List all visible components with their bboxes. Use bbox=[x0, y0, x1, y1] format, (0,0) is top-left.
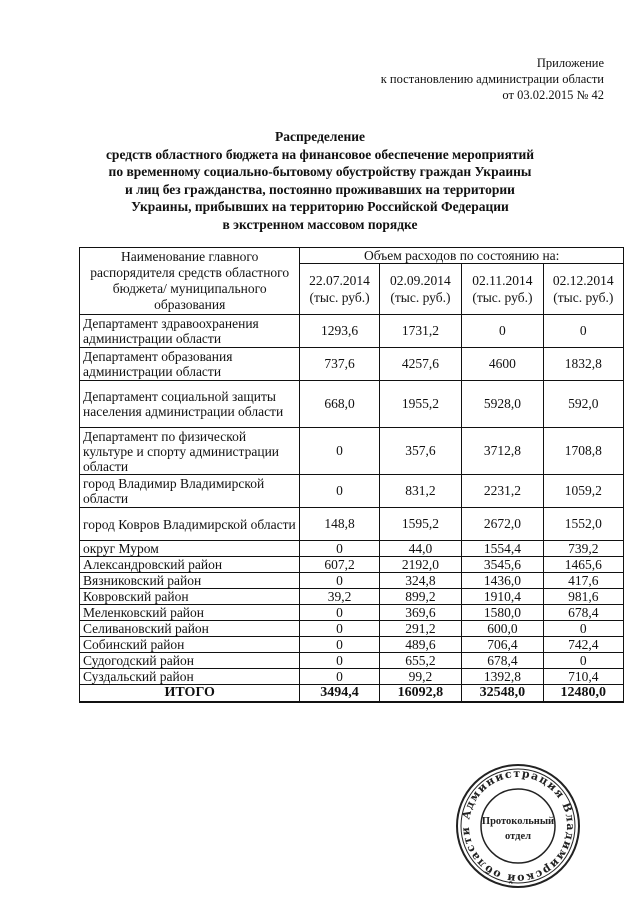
table-row bbox=[80, 637, 624, 653]
total-value: 3494,4 bbox=[300, 685, 379, 703]
row-value: 668,0 bbox=[300, 381, 379, 428]
row-value: 148,8 bbox=[300, 508, 379, 541]
row-value: 44,0 bbox=[379, 541, 462, 557]
row-name: округ Муром bbox=[80, 541, 300, 557]
row-value: 739,2 bbox=[543, 541, 623, 557]
total-row bbox=[80, 685, 624, 703]
row-value: 678,4 bbox=[543, 605, 623, 621]
row-value: 1436,0 bbox=[462, 573, 543, 589]
row-name: Меленковский район bbox=[80, 605, 300, 621]
title-line-2: средств областного бюджета на финансовое обеспечение мероприятий bbox=[105, 146, 535, 162]
table-row bbox=[80, 315, 624, 348]
row-value: 981,6 bbox=[543, 589, 623, 605]
row-name: Собинский район bbox=[80, 637, 300, 653]
title-line-4: и лиц без гражданства, постоянно проживавших на территории bbox=[125, 181, 515, 197]
appendix-line-2: к постановлению администрации области bbox=[380, 72, 604, 86]
total-value: 32548,0 bbox=[462, 685, 543, 703]
appendix-line-1: Приложение bbox=[536, 56, 604, 70]
row-value: 291,2 bbox=[379, 621, 462, 637]
header-date-3-value: 02.11.2014 bbox=[472, 273, 533, 288]
header-date-1 bbox=[300, 264, 379, 315]
row-name: Ковровский район bbox=[80, 589, 300, 605]
header-date-2-unit: (тыс. руб.) bbox=[390, 290, 451, 305]
table-row bbox=[80, 653, 624, 669]
table-row bbox=[80, 605, 624, 621]
row-value: 1059,2 bbox=[543, 475, 623, 508]
row-value: 369,6 bbox=[379, 605, 462, 621]
table-row bbox=[80, 348, 624, 381]
header-date-2 bbox=[379, 264, 462, 315]
row-value: 0 bbox=[543, 621, 623, 637]
table-row bbox=[80, 508, 624, 541]
row-value: 0 bbox=[300, 541, 379, 557]
row-value: 0 bbox=[300, 475, 379, 508]
title-line-6: в экстренном массовом порядке bbox=[222, 216, 418, 232]
official-seal-stamp bbox=[448, 762, 588, 890]
row-value: 831,2 bbox=[379, 475, 462, 508]
row-value: 0 bbox=[300, 605, 379, 621]
appendix-block bbox=[381, 55, 604, 103]
seal-ring-text: Администрация Владимирской области bbox=[458, 766, 578, 886]
header-date-4-unit: (тыс. руб.) bbox=[553, 290, 614, 305]
row-value: 655,2 bbox=[379, 653, 462, 669]
header-date-3 bbox=[462, 264, 543, 315]
row-value: 678,4 bbox=[462, 653, 543, 669]
table-row bbox=[80, 381, 624, 428]
row-value: 2672,0 bbox=[462, 508, 543, 541]
row-value: 1465,6 bbox=[543, 557, 623, 573]
title-line-1: Распределение bbox=[274, 129, 366, 144]
row-value: 417,6 bbox=[543, 573, 623, 589]
row-name: Вязниковский район bbox=[80, 573, 300, 589]
row-value: 710,4 bbox=[543, 669, 623, 685]
row-name: Департамент здравоохранения администрации области bbox=[80, 315, 300, 348]
table-row bbox=[80, 573, 624, 589]
row-value: 4600 bbox=[462, 348, 543, 381]
row-value: 3545,6 bbox=[462, 557, 543, 573]
header-volume-group: Объем расходов по состоянию на: bbox=[300, 248, 624, 264]
title-line-5: Украины, прибывших на территорию Российской Федерации bbox=[131, 199, 509, 214]
row-name: город Ковров Владимирской области bbox=[80, 508, 300, 541]
row-value: 5928,0 bbox=[462, 381, 543, 428]
row-value: 1554,4 bbox=[462, 541, 543, 557]
total-value: 16092,8 bbox=[379, 685, 462, 703]
document-title bbox=[70, 128, 570, 233]
row-value: 0 bbox=[300, 669, 379, 685]
row-name: Департамент социальной защиты населения администрации области bbox=[80, 381, 300, 428]
row-value: 1293,6 bbox=[300, 315, 379, 348]
table-row bbox=[80, 428, 624, 475]
row-value: 1955,2 bbox=[379, 381, 462, 428]
table-row bbox=[80, 589, 624, 605]
row-value: 1580,0 bbox=[462, 605, 543, 621]
header-date-2-value: 02.09.2014 bbox=[390, 273, 451, 288]
header-date-1-value: 22.07.2014 bbox=[309, 273, 370, 288]
row-name: Судогодский район bbox=[80, 653, 300, 669]
row-value: 1552,0 bbox=[543, 508, 623, 541]
row-value: 742,4 bbox=[543, 637, 623, 653]
row-value: 0 bbox=[543, 653, 623, 669]
row-name: Суздальский район bbox=[80, 669, 300, 685]
header-date-3-unit: (тыс. руб.) bbox=[472, 290, 533, 305]
row-value: 0 bbox=[300, 573, 379, 589]
row-value: 607,2 bbox=[300, 557, 379, 573]
row-value: 0 bbox=[543, 315, 623, 348]
header-recipient: Наименование главного распорядителя средств областного бюджета/ муниципального образования bbox=[80, 248, 300, 315]
row-value: 1392,8 bbox=[462, 669, 543, 685]
row-value: 592,0 bbox=[543, 381, 623, 428]
header-date-1-unit: (тыс. руб.) bbox=[309, 290, 370, 305]
table-row bbox=[80, 557, 624, 573]
title-line-3: по временному социально-бытовому обустройству граждан Украины bbox=[108, 164, 532, 179]
total-label: ИТОГО bbox=[80, 685, 300, 703]
row-value: 357,6 bbox=[379, 428, 462, 475]
row-value: 39,2 bbox=[300, 589, 379, 605]
appendix-line-3: от 03.02.2015 № 42 bbox=[502, 88, 604, 102]
row-value: 99,2 bbox=[379, 669, 462, 685]
row-value: 324,8 bbox=[379, 573, 462, 589]
table-row bbox=[80, 669, 624, 685]
seal-center-line-1: Протокольный bbox=[481, 816, 555, 827]
row-name: город Владимир Владимирской области bbox=[80, 475, 300, 508]
table-row bbox=[80, 541, 624, 557]
row-value: 2192,0 bbox=[379, 557, 462, 573]
row-value: 1910,4 bbox=[462, 589, 543, 605]
row-value: 2231,2 bbox=[462, 475, 543, 508]
row-value: 1595,2 bbox=[379, 508, 462, 541]
row-value: 1731,2 bbox=[379, 315, 462, 348]
row-value: 0 bbox=[300, 428, 379, 475]
header-date-4 bbox=[543, 264, 623, 315]
row-value: 489,6 bbox=[379, 637, 462, 653]
table-row bbox=[80, 621, 624, 637]
row-value: 899,2 bbox=[379, 589, 462, 605]
row-value: 3712,8 bbox=[462, 428, 543, 475]
header-date-4-value: 02.12.2014 bbox=[552, 273, 614, 288]
total-value: 12480,0 bbox=[543, 685, 623, 703]
row-name: Департамент образования администрации области bbox=[80, 348, 300, 381]
row-value: 706,4 bbox=[462, 637, 543, 653]
seal-center-line-2: отдел bbox=[505, 831, 531, 842]
row-value: 0 bbox=[300, 637, 379, 653]
row-name: Селивановский район bbox=[80, 621, 300, 637]
table-row bbox=[80, 475, 624, 508]
row-value: 0 bbox=[300, 653, 379, 669]
row-value: 4257,6 bbox=[379, 348, 462, 381]
row-value: 600,0 bbox=[462, 621, 543, 637]
row-value: 0 bbox=[300, 621, 379, 637]
row-value: 1708,8 bbox=[543, 428, 623, 475]
allocation-table bbox=[79, 247, 624, 703]
row-name: Департамент по физической культуре и спорту администрации области bbox=[80, 428, 300, 475]
row-value: 737,6 bbox=[300, 348, 379, 381]
row-name: Александровский район bbox=[80, 557, 300, 573]
row-value: 1832,8 bbox=[543, 348, 623, 381]
row-value: 0 bbox=[462, 315, 543, 348]
